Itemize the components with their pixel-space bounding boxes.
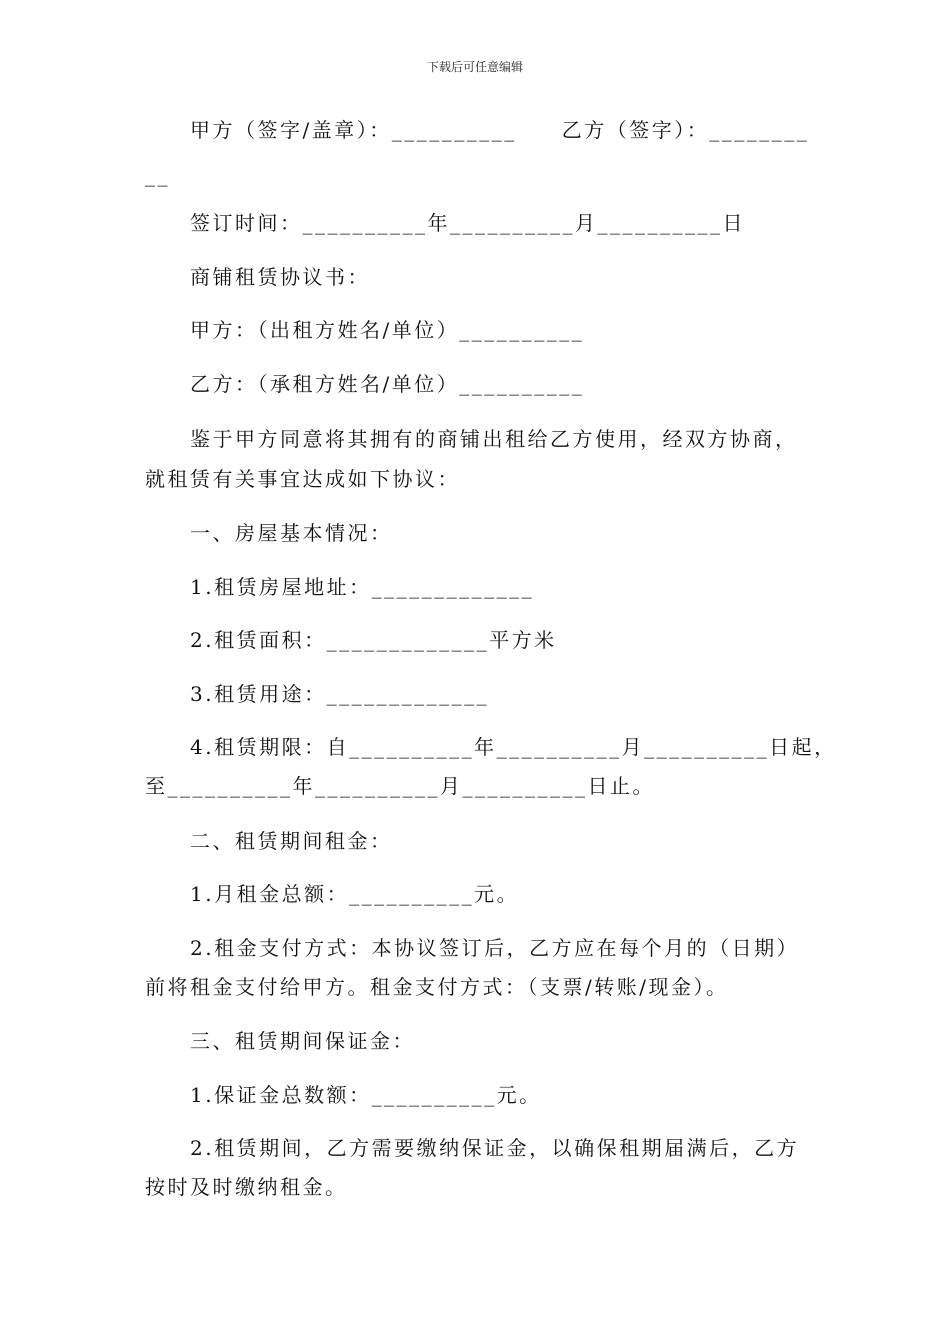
clause-3-1: 1.保证金总数额：__________元。 <box>190 1083 542 1107</box>
clause-2-1: 1.月租金总额：__________元。 <box>190 882 520 906</box>
clause-1-4-line-2: 至__________年__________月__________日止。 <box>145 774 655 798</box>
section-2-heading: 二、租赁期间租金： <box>190 829 393 853</box>
clause-3-2-line-1: 2.租赁期间，乙方需要缴纳保证金，以确保租期届满后，乙方 <box>190 1136 800 1160</box>
clause-1-3: 3.租赁用途：_____________ <box>190 682 490 706</box>
clause-1-1: 1.租赁房屋地址：_____________ <box>190 575 535 599</box>
party-a-line: 甲方：（出租方姓名/单位）__________ <box>190 318 585 342</box>
agreement-title: 商铺租赁协议书： <box>190 265 370 289</box>
preamble-line-1: 鉴于甲方同意将其拥有的商铺出租给乙方使用，经双方协商， <box>190 427 798 451</box>
clause-2-2-line-2: 前将租金支付给甲方。租金支付方式：（支票/转账/现金）。 <box>145 975 729 999</box>
clause-1-2: 2.租赁面积：_____________平方米 <box>190 628 557 652</box>
preamble-line-2: 就租赁有关事宜达成如下协议： <box>145 467 460 491</box>
section-1-heading: 一、房屋基本情况： <box>190 521 393 545</box>
clause-3-2-line-2: 按时及时缴纳租金。 <box>145 1175 348 1199</box>
section-3-heading: 三、租赁期间保证金： <box>190 1029 415 1053</box>
signature-line-continued: __ <box>145 163 170 187</box>
signing-date-line: 签订时间：__________年__________月__________日 <box>190 211 745 235</box>
clause-2-2-line-1: 2.租金支付方式：本协议签订后，乙方应在每个月的（日期） <box>190 936 800 960</box>
signature-line: 甲方（签字/盖章）：__________ 乙方（签字）：________ <box>190 118 810 142</box>
clause-1-4-line-1: 4.租赁期限：自__________年__________月__________日起， <box>190 735 837 759</box>
page-header-note: 下载后可任意编辑 <box>426 60 523 74</box>
party-b-line: 乙方：（承租方姓名/单位）__________ <box>190 372 585 396</box>
